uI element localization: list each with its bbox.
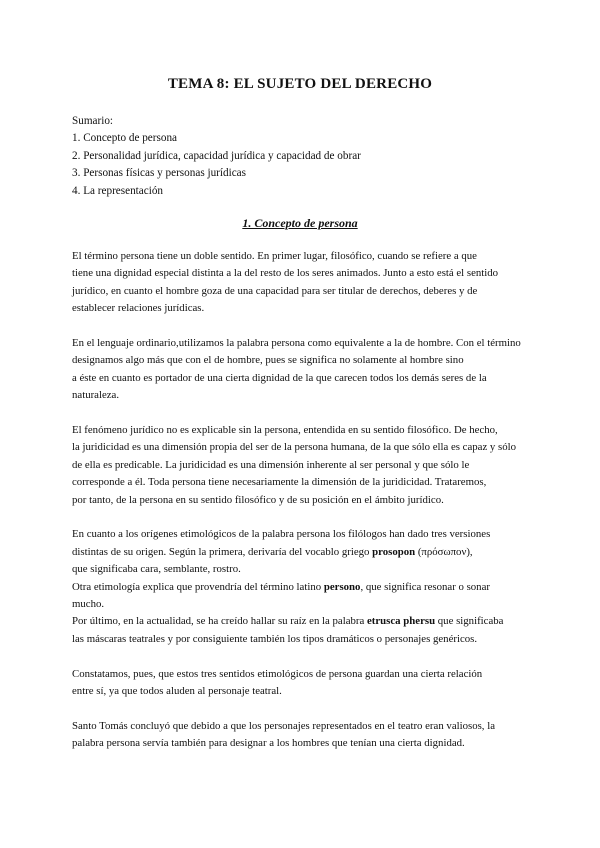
paragraph-2 [72, 335, 550, 405]
text-line: las máscaras teatrales y por consiguiente también los tipos dramáticos o personajes genéricos. [72, 632, 478, 645]
text-line: naturaleza. [72, 389, 120, 402]
text-line: la juridicidad es una dimensión propia del ser de la persona humana, de la que sólo ella es capaz y sólo [72, 441, 517, 454]
text-run: (πρόσωπον), [415, 545, 473, 558]
text-line: palabra persona servía también para designar a los hombres que tenían una cierta dignidad. [72, 737, 465, 750]
text-line: jurídico, en cuanto el hombre goza de una capacidad para ser titular de derechos, deberes y de [72, 284, 478, 297]
summary-item: 3. Personas físicas y personas jurídicas [72, 167, 246, 180]
text-line: Constatamos, pues, que estos tres sentidos etimológicos de persona guardan una cierta relación [72, 667, 483, 680]
text-run: Otra etimología explica que provendría del término latino [72, 580, 324, 593]
text-line [72, 544, 550, 561]
text-line: tiene una dignidad especial distinta a la del resto de los seres animados. Junto a esto está el sentido [72, 267, 499, 280]
paragraph-3 [72, 422, 550, 509]
summary-item: 4. La representación [72, 184, 164, 197]
text-run: distintas de su origen. Según la primera, derivaría del vocablo griego [72, 545, 373, 558]
text-line: de ella es predicable. La juridicidad es una dimensión inherente al ser personal y que sólo le [72, 458, 470, 471]
paragraph-5 [72, 666, 550, 701]
paragraph-1 [72, 248, 550, 318]
text-line: que significaba cara, semblante, rostro. [72, 563, 241, 576]
text-line: En cuanto a los orígenes etimológicos de la palabra persona los filólogos han dado tres versiones [72, 528, 491, 541]
text-line: mucho. [72, 598, 105, 611]
paragraph-4 [72, 526, 550, 648]
summary-label: Sumario: [72, 115, 114, 127]
document-body [72, 248, 550, 753]
paragraph-6 [72, 718, 550, 753]
text-line: El término persona tiene un doble sentido. En primer lugar, filosófico, cuando se refiere a que [72, 250, 477, 262]
bold-term: prosopon [372, 545, 416, 558]
text-line: a éste en cuanto es portador de una cierta dignidad de la que carecen todos los demás seres de la [72, 371, 487, 384]
text-line: por tanto, de la persona en su sentido filosófico y de su posición en el ámbito jurídico. [72, 493, 444, 506]
text-run: Por último, en la actualidad, se ha creído hallar su raíz en la palabra [72, 615, 367, 628]
text-run: , que significa resonar o sonar [360, 580, 490, 593]
text-line: establecer relaciones jurídicas. [72, 302, 205, 315]
document-title: TEMA 8: EL SUJETO DEL DERECHO [167, 76, 433, 92]
text-line: designamos algo más que con el de hombre, pues se significa no solamente al hombre sino [72, 354, 464, 367]
text-line: En el lenguaje ordinario,utilizamos la palabra persona como equivalente a la de hombre. Con el término [72, 337, 521, 350]
text-line [72, 579, 550, 596]
summary-item: 2. Personalidad jurídica, capacidad jurídica y capacidad de obrar [72, 149, 361, 162]
text-line: Santo Tomás concluyó que debido a que los personajes representados en el teatro eran valiosos, la [72, 719, 495, 732]
summary-block [72, 113, 361, 200]
summary-item: 1. Concepto de persona [72, 132, 178, 145]
text-run: que significaba [435, 615, 504, 628]
text-line: corresponde a él. Toda persona tiene necesariamente la dimensión de la juridicidad. Trataremos, [72, 476, 487, 489]
section-heading: 1. Concepto de persona [242, 216, 358, 230]
bold-term: persono [323, 580, 361, 593]
text-line: El fenómeno jurídico no es explicable sin la persona, entendida en su sentido filosófico. De hecho, [72, 424, 498, 437]
text-line: entre sí, ya que todos aluden al personaje teatral. [72, 685, 282, 698]
bold-term: etrusca phersu [367, 615, 436, 628]
text-line [72, 613, 550, 630]
